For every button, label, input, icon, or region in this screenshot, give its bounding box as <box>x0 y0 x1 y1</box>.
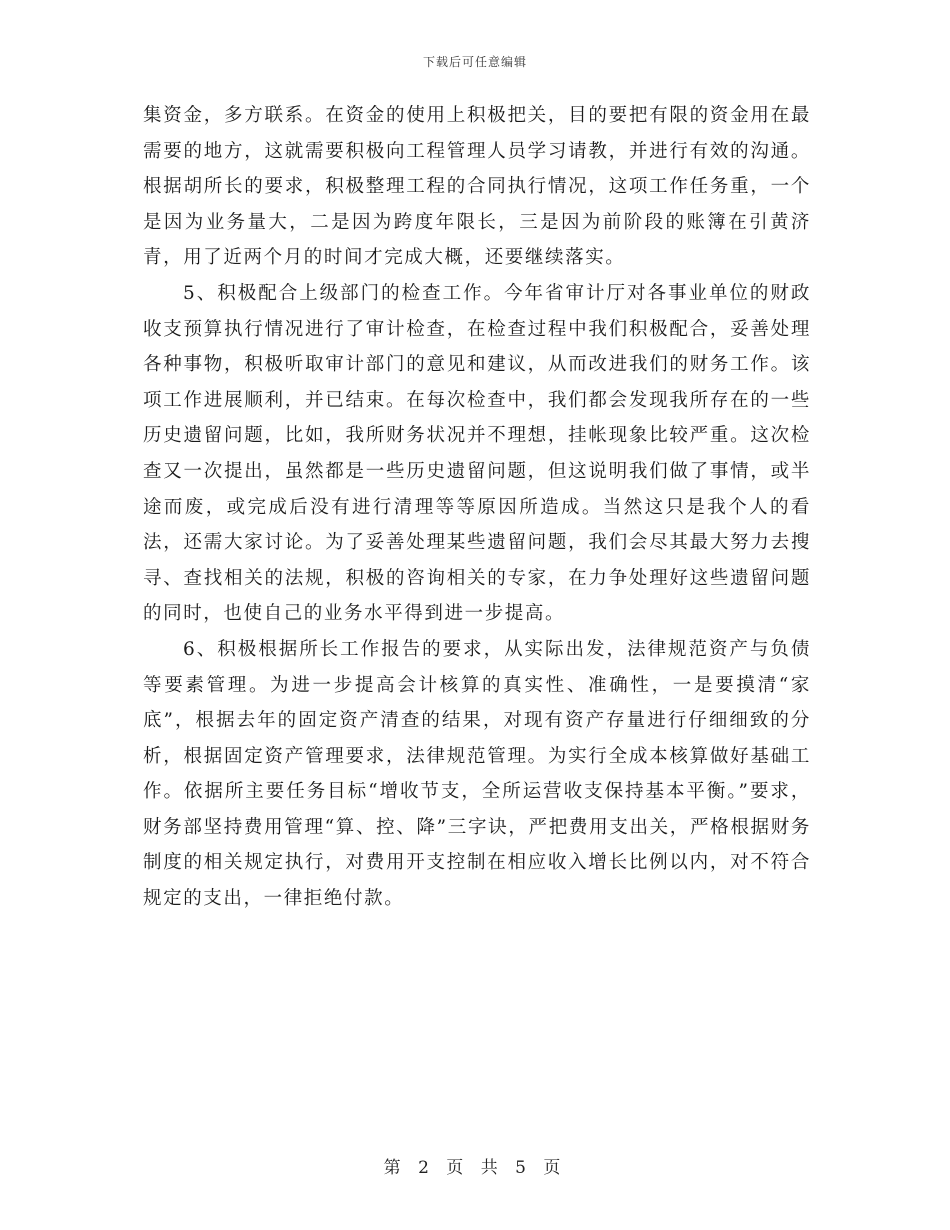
paragraph-item-5: 5、积极配合上级部门的检查工作。今年省审计厅对各事业单位的财政收支预算执行情况进行了审计检查，在检查过程中我们积极配合，妥善处理各种事物，积极听取审计部门的意见和建议，从而改进我们的财务工作。该项工作进展顺利，并已结束。在每次检查中，我们都会发现我所存在的一些历史遗留问题，比如，我所财务状况并不理想，挂帐现象比较严重。这次检查又一次提出，虽然都是一些历史遗留问题，但这说明我们做了事情，或半途而废，或完成后没有进行清理等等原因所造成。当然这只是我个人的看法，还需大家讨论。为了妥善处理某些遗留问题，我们会尽其最大努力去搜寻、查找相关的法规，积极的咨询相关的专家，在力争处理好这些遗留问题的同时，也使自己的业务水平得到进一步提高。 <box>143 282 811 625</box>
page-number-footer: 第 2 页 共 5 页 <box>383 1158 567 1178</box>
paragraph-continuation: 集资金，多方联系。在资金的使用上积极把关，目的要把有限的资金用在最需要的地方，这就需要积极向工程管理人员学习请教，并进行有效的沟通。根据胡所长的要求，积极整理工程的合同执行情况，这项工作任务重，一个是因为业务量大，二是因为跨度年限长，三是因为前阶段的账簿在引黄济青，用了近两个月的时间才完成大概，还要继续落实。 <box>143 105 811 269</box>
page-header: 下载后可任意编辑 <box>422 55 527 69</box>
paragraph-item-6: 6、积极根据所长工作报告的要求，从实际出发，法律规范资产与负债等要素管理。为进一步提高会计核算的真实性、准确性，一是要摸清“家底”，根据去年的固定资产清查的结果，对现有资产存量进行仔细细致的分析，根据固定资产管理要求，法律规范管理。为实行全成本核算做好基础工作。依据所主要任务目标“增收节支，全所运营收支保持基本平衡。”要求，财务部坚持费用管理“算、控、降”三字诀，严把费用支出关，严格根据财务制度的相关规定执行，对费用开支控制在相应收入增长比例以内，对不符合规定的支出，一律拒绝付款。 <box>143 638 811 910</box>
document-body <box>143 98 811 917</box>
